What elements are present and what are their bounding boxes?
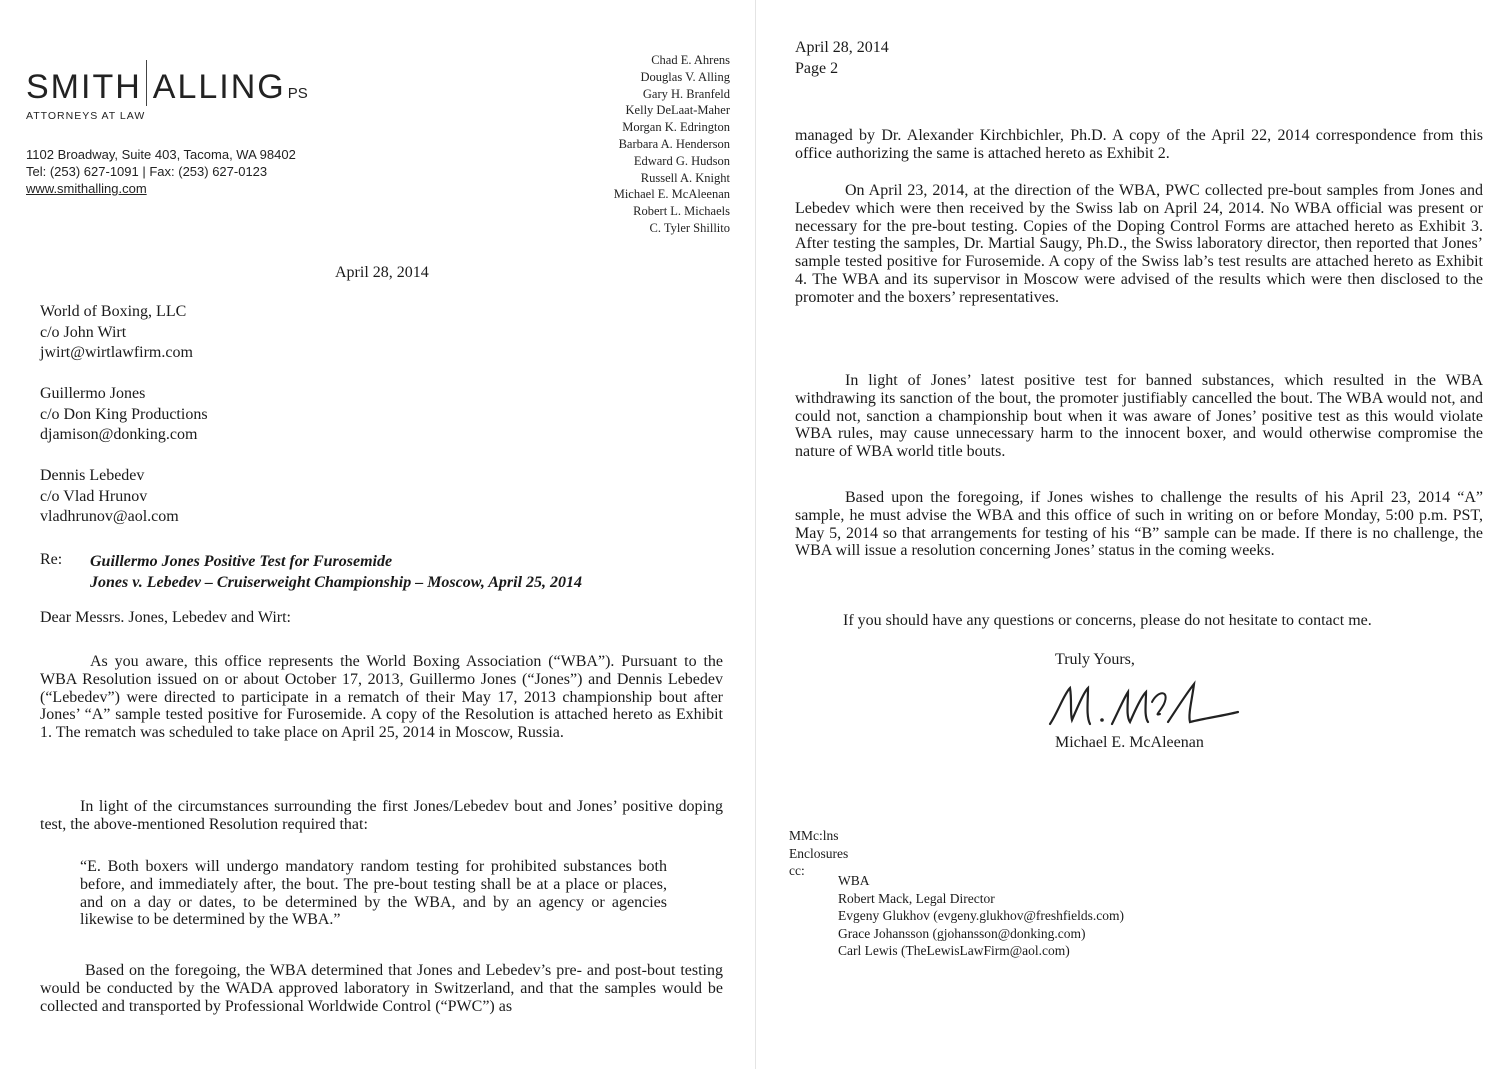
re-label: Re: [40, 551, 63, 568]
attorney-name: C. Tyler Shillito [649, 220, 730, 235]
recipient-name: Guillermo Jones [40, 385, 146, 402]
attorney-name: Robert L. Michaels [633, 204, 730, 219]
subject-line-1: Guillermo Jones Positive Test for Furosemide [90, 553, 393, 570]
enclosures-label: Enclosures [789, 845, 849, 861]
cc-recipient: Carl Lewis (TheLewisLawFirm@aol.com) [838, 943, 1070, 958]
recipient-block [40, 384, 208, 446]
firm-address-block [26, 146, 296, 197]
recipient-email: djamison@donking.com [40, 426, 198, 443]
firm-logo [26, 60, 308, 104]
firm-tagline: ATTORNEYS AT LAW [26, 110, 146, 122]
typist-initials: MMc:lns [789, 828, 839, 843]
attorney-name: Kelly DeLaat-Maher [625, 103, 730, 118]
page2-paragraph-4: Based upon the foregoing, if Jones wishes to challenge the results of his April 23, 2014 “A” sample, he must advise the WBA and this office of such in writing on or before Monday, 5:00 p.m. PST, May 5, 2014 so that arrangements for testing of his “B” sample can be made. If there is no challenge, the WBA will issue a resolution concerning Jones’ status in the coming weeks. [795, 489, 1483, 560]
cc-recipient: Grace Johansson (gjohansson@donking.com) [838, 925, 1086, 941]
attorney-name: Gary H. Branfeld [642, 86, 730, 101]
page2-paragraph-2: On April 23, 2014, at the direction of the WBA, PWC collected pre-bout samples from Jones and Lebedev which were then received by the Swiss lab on April 24, 2014. No WBA official was present or necessary for the pre-bout testing. Copies of the Doping Control Forms are attached hereto as Exhibit 3. After testing the samples, Dr. Martial Saugy, Ph.D., the Swiss laboratory director, then reported that Jones’ sample tested positive for Furosemide. A copy of the Swiss lab’s test results are attached hereto as Exhibit 4. The WBA and its supervisor in Moscow were advised of the results which were then disclosed to the promoter and the boxers’ representatives. [795, 182, 1483, 306]
signer-name: Michael E. McAleenan [1055, 734, 1204, 751]
recipient-care-of: c/o Don King Productions [40, 405, 208, 423]
salutation: Dear Messrs. Jones, Lebedev and Wirt: [40, 609, 291, 626]
cc-recipient: Evgeny Glukhov (evgeny.glukhov@freshfields.com) [838, 908, 1124, 923]
cc-recipient: WBA [838, 873, 870, 888]
attorney-name: Chad E. Ahrens [651, 53, 730, 67]
attorney-name: Douglas V. Alling [640, 69, 730, 84]
recipient-block [40, 466, 208, 528]
page2-paragraph-5: If you should have any questions or concerns, please do not hesitate to contact me. [843, 612, 1372, 629]
body-paragraph-3: Based on the foregoing, the WBA determined that Jones and Lebedev’s pre- and post-bout testing would be conducted by the WADA approved laboratory in Switzerland, and that the samples would be collected and transported by Professional Worldwide Control (“PWC”) as [40, 962, 723, 1015]
quoted-resolution: “E. Both boxers will undergo mandatory random testing for prohibited substances both before, and immediately after, the bout. The pre-bout testing shall be at a place or places, and on a day or dates, to be determined by the WBA, and by an agency or agencies likewise to be determined by the WBA.” [80, 858, 667, 929]
page2-paragraph-1: managed by Dr. Alexander Kirchbichler, Ph.D. A copy of the April 22, 2014 correspondence from this office authorizing the same is attached hereto as Exhibit 2. [795, 127, 1483, 162]
page-divider [755, 0, 756, 1069]
recipient-block [40, 302, 208, 364]
recipient-name: Dennis Lebedev [40, 467, 145, 484]
logo-word-smith: SMITH [26, 68, 142, 106]
attorney-name: Michael E. McAleenan [613, 187, 730, 202]
page2-paragraph-3: In light of Jones’ latest positive test for banned substances, which resulted in the WBA withdrawing its sanction of the bout, the promoter justifiably cancelled the bout. The WBA would not, and could not, sanction a championship bout when it was aware of Jones’ positive test as this would violate WBA rules, may cause unnecessary harm to the innocent boxer, and would otherwise compromise the nature of WBA world title bouts. [795, 372, 1483, 461]
attorney-name: Russell A. Knight [640, 170, 730, 185]
page2-header [795, 37, 889, 79]
attorney-name: Edward G. Hudson [633, 153, 730, 168]
recipient-list [40, 302, 208, 548]
recipient-care-of: c/o Vlad Hrunov [40, 487, 148, 505]
cc-recipient: Robert Mack, Legal Director [838, 890, 995, 906]
recipient-name: World of Boxing, LLC [40, 303, 187, 320]
logo-word-alling: ALLING [152, 68, 286, 106]
page2-number: Page 2 [795, 60, 839, 77]
body-paragraph-2: In light of the circumstances surrounding the first Jones/Lebedev bout and Jones’ positive doping test, the above-mentioned Resolution required that: [40, 798, 723, 833]
letter-date: April 28, 2014 [335, 264, 429, 281]
body-paragraph-1: As you aware, this office represents the World Boxing Association (“WBA”). Pursuant to the WBA Resolution issued on or about October 17, 2013, Guillermo Jones (“Jones”) and Dennis Lebedev (“Lebedev”) were directed to participate in a rematch of their May 17, 2013 championship bout after Jones’ “A” sample tested positive for Furosemide. A copy of the Resolution is attached hereto as Exhibit 1. The rematch was scheduled to take place on April 25, 2014 in Moscow, Russia. [40, 653, 723, 742]
subject-lines [90, 551, 582, 593]
subject-line-2: Jones v. Lebedev – Cruiserweight Championship – Moscow, April 25, 2014 [90, 574, 583, 591]
cc-list [838, 872, 1124, 960]
logo-divider [146, 60, 147, 106]
page2-date: April 28, 2014 [795, 39, 889, 56]
attorney-list [614, 52, 730, 237]
logo-suffix: PS [287, 85, 308, 102]
recipient-care-of: c/o John Wirt [40, 323, 127, 341]
attorney-name: Morgan K. Edrington [622, 120, 730, 135]
firm-website-link[interactable]: www.smithalling.com [26, 181, 147, 196]
attorney-name: Barbara A. Henderson [618, 136, 730, 151]
recipient-email: jwirt@wirtlawfirm.com [40, 344, 193, 361]
recipient-email: vladhrunov@aol.com [40, 508, 179, 525]
firm-contact: Tel: (253) 627-1091 | Fax: (253) 627-0123 [26, 164, 268, 179]
handwritten-signature [1046, 672, 1246, 734]
firm-address: 1102 Broadway, Suite 403, Tacoma, WA 98402 [26, 147, 296, 162]
cc-label: cc: [789, 863, 805, 878]
closing: Truly Yours, [1055, 651, 1135, 668]
